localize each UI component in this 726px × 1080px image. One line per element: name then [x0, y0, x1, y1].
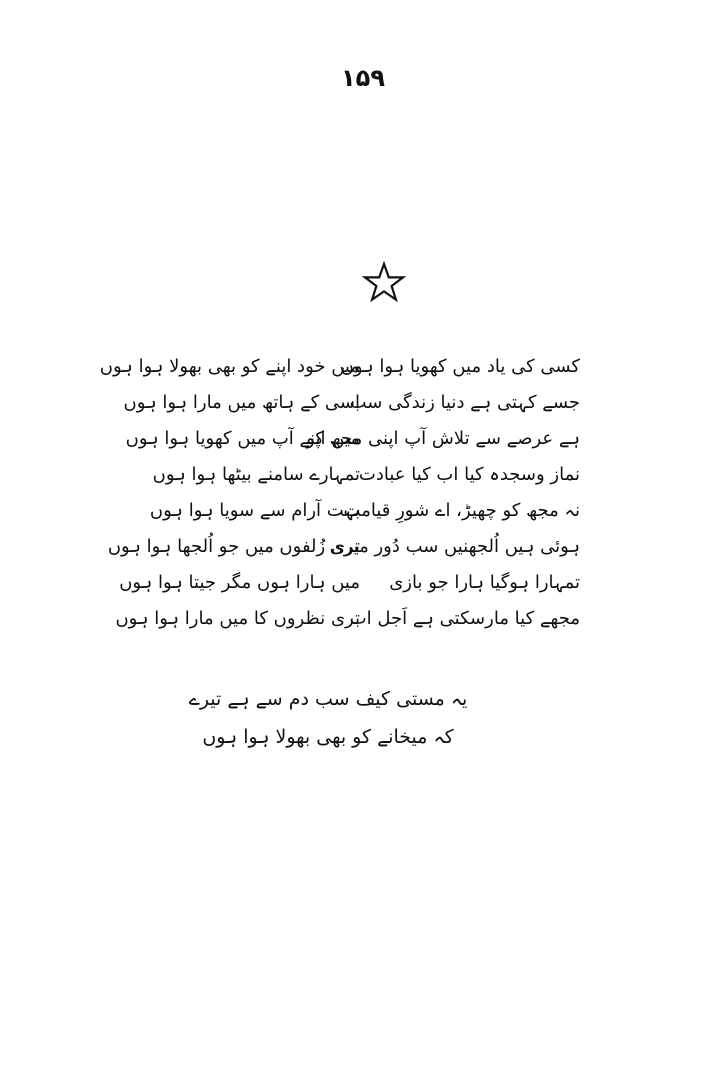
couplet — [115, 608, 580, 644]
first-hemistich: تمہارا ہوگیا ہارا جو بازی — [389, 572, 580, 593]
second-hemistich: میں اپنے آپ میں کھویا ہوا ہوں — [125, 428, 360, 449]
page-number: ۱۵۹ — [341, 64, 385, 92]
second-hemistich: تمہارے سامنے بیٹھا ہوا ہوں — [152, 464, 360, 485]
ghazal-verses — [99, 356, 580, 644]
second-hemistich: تری نظروں کا میں مارا ہوا ہوں — [115, 608, 360, 629]
second-hemistich: تری زُلفوں میں جو اُلجھا ہوا ہوں — [107, 536, 360, 557]
closing-line: یہ مستی کیف سب دم سے ہے تیرے — [188, 688, 468, 710]
second-hemistich: میں خود اپنے کو بھی بھولا ہوا ہوں — [99, 356, 360, 377]
second-hemistich: میں ہارا ہوں مگر جیتا ہوا ہوں — [119, 572, 360, 593]
couplet — [140, 464, 580, 500]
first-hemistich: نماز وسجدہ کیا اب کیا عبادت — [358, 464, 580, 485]
first-hemistich: مجھے کیا مارسکتی ہے اَجل اب — [349, 608, 580, 629]
first-hemistich: نہ مجھ کو چھیڑ، اے شورِ قیامت — [343, 500, 580, 521]
first-hemistich: ہوئی ہیں اُلجھنیں سب دُور میری — [329, 536, 580, 557]
closing-couplet — [0, 688, 726, 764]
second-hemistich: اسی کے ہاتھ میں مارا ہوا ہوں — [123, 392, 360, 413]
couplet — [99, 356, 580, 392]
second-hemistich: بہت آرام سے سویا ہوا ہوں — [149, 500, 360, 521]
first-hemistich: جسے کہتی ہے دنیا زندگی سب — [349, 392, 580, 413]
star-outline-icon — [362, 260, 406, 304]
closing-line: کہ میخانے کو بھی بھولا ہوا ہوں — [202, 726, 454, 748]
first-hemistich: کسی کی یاد میں کھویا ہوا ہوں — [340, 356, 580, 377]
couplet — [125, 428, 580, 464]
couplet — [123, 392, 580, 428]
couplet — [140, 500, 580, 536]
first-hemistich: ہے عرصے سے تلاش آپ اپنی مجھ کو — [306, 428, 580, 449]
couplet — [119, 572, 580, 608]
couplet — [107, 536, 580, 572]
